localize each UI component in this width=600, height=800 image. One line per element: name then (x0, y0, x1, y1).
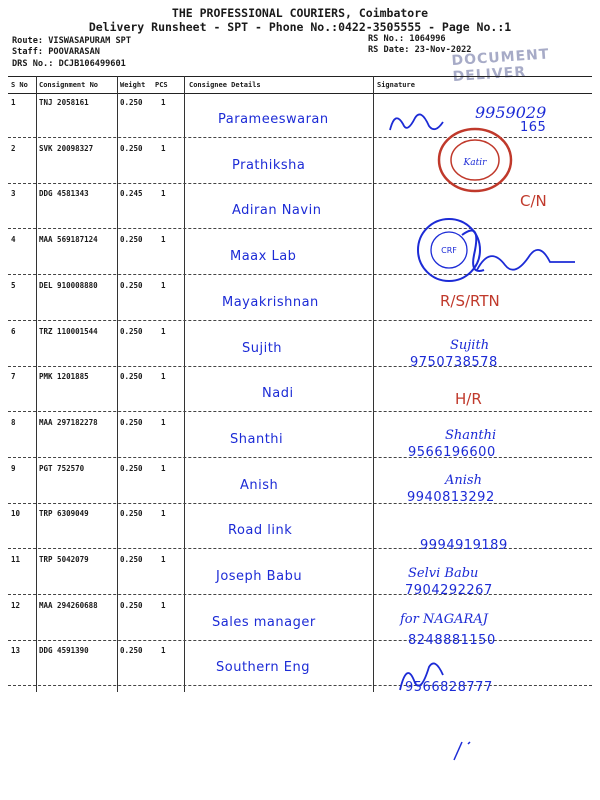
pieces-count: 1 (161, 280, 166, 290)
table-row (8, 366, 592, 412)
consignment-number: PMK 1201885 (39, 372, 89, 382)
consignee-name: Nadi (262, 386, 294, 402)
serial-number: 8 (11, 417, 16, 427)
col-sno: S No (11, 81, 28, 89)
consignment-number: MAA 294260688 (39, 600, 98, 610)
serial-number: 13 (11, 646, 21, 656)
consignee-name: Maax Lab (230, 249, 297, 265)
consignment-number: MAA 569187124 (39, 235, 98, 245)
consignment-number: PGT 752570 (39, 463, 85, 473)
consignment-number: DDG 4581343 (39, 189, 89, 199)
drs-number: DRS No.: DCJB106499601 (12, 59, 126, 69)
serial-number: 5 (11, 280, 16, 290)
recipient-phone: 9940813292 (407, 490, 495, 505)
recipient-phone: 9750738578 (410, 355, 498, 370)
pieces-count: 1 (161, 189, 166, 199)
recipient-signature: Anish (445, 473, 482, 488)
consignment-number: TNJ 2058161 (39, 98, 89, 107)
consignment-number: DEL 910008880 (39, 280, 98, 290)
consignee-name: Sales manager (212, 614, 316, 630)
col-signature: Signature (377, 81, 415, 89)
recipient-signature: 9959029 (475, 103, 547, 122)
consignment-number: TRP 6309049 (39, 509, 89, 519)
cn-mark: C/N (520, 192, 547, 210)
consignee-name: Southern Eng (216, 660, 310, 676)
recipient-signature: for NAGARAJ (400, 612, 488, 627)
consignee-name: Prathiksha (232, 157, 306, 173)
consignee-name: Adiran Navin (232, 203, 322, 219)
pieces-count: 1 (161, 326, 166, 336)
serial-number: 7 (11, 372, 16, 382)
recipient-phone: 8248881150 (408, 633, 496, 648)
weight-value: 0.250 (120, 555, 143, 564)
serial-number: 1 (11, 98, 16, 107)
recipient-phone: 165 (520, 120, 547, 135)
consignee-name: Parameeswaran (218, 112, 329, 127)
col-consignment: Consignment No (39, 81, 99, 89)
serial-number: 3 (11, 189, 16, 199)
recipient-signature: Selvi Babu (408, 566, 479, 581)
weight-value: 0.250 (120, 235, 143, 245)
seal-label: CRF (441, 246, 457, 255)
serial-number: 4 (11, 235, 16, 245)
weight-value: 0.250 (120, 98, 143, 107)
company-name: THE PROFESSIONAL COURIERS, Coimbatore (171, 6, 429, 20)
staff-label: Staff: POOVARASAN (12, 47, 100, 57)
pieces-count: 1 (161, 600, 166, 610)
signature-scribble-4 (475, 240, 585, 280)
weight-value: 0.250 (120, 280, 143, 290)
weight-value: 0.250 (120, 600, 143, 610)
table-row (8, 321, 592, 367)
serial-number: 12 (11, 600, 21, 610)
serial-number: 9 (11, 463, 16, 473)
pieces-count: 1 (161, 646, 166, 656)
recipient-signature: Shanthi (445, 428, 497, 443)
pieces-count: 1 (161, 372, 166, 382)
weight-value: 0.245 (120, 189, 143, 199)
rs-date: RS Date: 23-Nov-2022 (368, 45, 472, 55)
weight-value: 0.250 (120, 372, 143, 382)
consignment-number: TRP 5042079 (39, 555, 89, 564)
col-pcs: PCS (155, 81, 168, 89)
weight-value: 0.250 (120, 509, 143, 519)
document-title (0, 6, 600, 34)
consignment-number: DDG 4591390 (39, 646, 89, 656)
consignee-name: Road link (228, 523, 293, 539)
weight-value: 0.250 (120, 463, 143, 473)
recipient-phone: 7904292267 (405, 583, 493, 598)
pieces-count: 1 (161, 143, 166, 153)
svg-text:Katir: Katir (463, 158, 487, 168)
recipient-phone: 9566196600 (408, 445, 496, 460)
pieces-count: 1 (161, 98, 166, 107)
consignment-number: MAA 297182278 (39, 417, 98, 427)
recipient-phone: 9566828777 (405, 680, 493, 695)
runsheet-title: Delivery Runsheet - SPT - Phone No.:0422-3505555 - Page No.:1 (88, 20, 512, 34)
weight-value: 0.250 (120, 646, 143, 656)
consignee-name: Sujith (242, 340, 283, 356)
route-label: Route: VISWASAPURAM SPT (12, 36, 131, 46)
table-row (8, 458, 592, 504)
pieces-count: 1 (161, 509, 166, 519)
consignee-name: Shanthi (230, 431, 284, 447)
hr-mark: H/R (455, 390, 482, 408)
rs-rtn-mark: R/S/RTN (440, 292, 500, 310)
signature-scribble-1 (385, 108, 465, 138)
pen-mark (450, 738, 480, 763)
serial-number: 6 (11, 326, 16, 336)
pieces-count: 1 (161, 555, 166, 564)
consignment-number: SVK 20098327 (39, 143, 94, 153)
weight-value: 0.250 (120, 326, 143, 336)
weight-value: 0.250 (120, 417, 143, 427)
document-delivered-stamp: DOCUMENT DELIVER (451, 46, 550, 86)
pieces-count: 1 (161, 417, 166, 427)
recipient-phone: 9994919189 (420, 538, 508, 553)
consignee-name: Mayakrishnan (222, 294, 319, 310)
weight-value: 0.250 (120, 143, 143, 153)
rs-number: RS No.: 1064996 (368, 34, 446, 44)
col-weight: Weight (120, 81, 146, 89)
signature-scribble-13 (395, 655, 475, 695)
consignment-number: TRZ 110001544 (39, 326, 98, 336)
serial-number: 10 (11, 509, 21, 519)
consignee-name: Joseph Babu (216, 569, 303, 584)
table-row (8, 412, 592, 458)
consignee-name: Anish (240, 477, 279, 493)
recipient-signature: Sujith (450, 338, 490, 353)
pieces-count: 1 (161, 235, 166, 245)
col-consignee: Consignee Details (189, 81, 261, 89)
pieces-count: 1 (161, 463, 166, 473)
serial-number: 11 (11, 555, 21, 564)
serial-number: 2 (11, 143, 16, 153)
